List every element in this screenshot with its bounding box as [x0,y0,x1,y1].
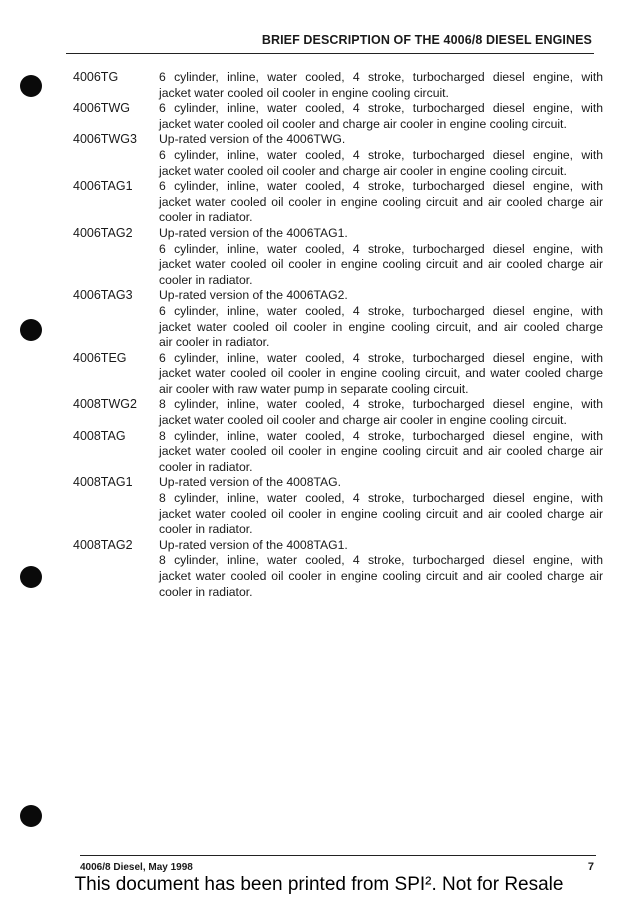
description-line: 6 cylinder, inline, water cooled, 4 stroke, turbocharged diesel engine, with [159,101,603,116]
engine-description [159,179,603,226]
description-line: air cooler with raw water pump in separate cooling circuit. [159,381,469,396]
engine-code: 4006TEG [73,350,127,365]
punch-hole-icon [20,75,42,97]
engine-description [159,101,603,132]
description-line: 8 cylinder, inline, water cooled, 4 stroke, turbocharged diesel engine, with [159,491,603,506]
footer-document-info: 4006/8 Diesel, May 1998 [80,862,193,873]
engine-entry [73,429,603,476]
engine-code: 4006TG [73,70,119,84]
engine-code: 4008TWG2 [73,397,137,412]
engine-code: 4006TAG1 [73,179,133,194]
description-line: 8 cylinder, inline, water cooled, 4 stroke, turbocharged diesel engine, with [159,397,603,412]
engine-entry [73,475,603,537]
description-line: 6 cylinder, inline, water cooled, 4 stroke, turbocharged diesel engine, with [159,179,603,194]
description-line: cooler in radiator. [159,210,253,225]
engine-list [73,70,603,600]
description-line: Up-rated version of the 4006TAG1. [159,225,348,240]
engine-entry [73,226,603,288]
description-line: jacket water cooled oil cooler in engine cooling circuit and air cooled charge air [159,444,603,459]
description-line: Up-rated version of the 4008TAG1. [159,537,348,552]
description-line: cooler in radiator. [159,522,253,537]
description-line: jacket water cooled oil cooler and charge air cooler in engine cooling circuit. [159,116,567,131]
engine-description [159,132,603,179]
description-line: cooler in radiator. [159,584,253,599]
engine-entry [73,538,603,600]
description-line: cooler in radiator. [159,272,253,287]
page-number: 7 [587,861,594,873]
resale-notice: This document has been printed from SPI². Not for Resale [74,874,564,895]
description-line: jacket water cooled oil cooler in engine cooling circuit, and air cooled charge [159,319,603,334]
header-divider [66,53,594,54]
engine-code: 4006TWG [73,101,130,116]
engine-description [159,475,603,537]
engine-code: 4006TWG3 [73,132,137,147]
description-line: 8 cylinder, inline, water cooled, 4 stroke, turbocharged diesel engine, with [159,553,603,568]
engine-code: 4006TAG2 [73,225,133,240]
engine-description [159,397,603,428]
engine-entry [73,179,603,226]
description-line: jacket water cooled oil cooler and charge air cooler in engine cooling circuit. [159,413,567,428]
engine-description [159,429,603,476]
description-line: jacket water cooled oil cooler in engine cooling circuit, and water cooled charge [159,366,603,381]
punch-hole-icon [20,566,42,588]
engine-entry [73,288,603,350]
engine-entry [73,101,603,132]
engine-description [159,538,603,600]
description-line: jacket water cooled oil cooler in engine cooling circuit and air cooled charge air [159,569,603,583]
description-line: 6 cylinder, inline, water cooled, 4 stroke, turbocharged diesel engine, with [159,147,603,162]
engine-description [159,70,603,101]
description-line: jacket water cooled oil cooler in engine cooling circuit. [159,85,449,100]
engine-code: 4008TAG1 [73,475,133,490]
description-line: jacket water cooled oil cooler in engine cooling circuit and air cooled charge air [159,194,603,209]
description-line: air cooler in radiator. [159,335,270,350]
footer-divider [80,855,596,856]
punch-hole-icon [20,319,42,341]
description-line: 8 cylinder, inline, water cooled, 4 stroke, turbocharged diesel engine, with [159,428,603,443]
engine-code: 4008TAG [73,428,126,443]
description-line: 6 cylinder, inline, water cooled, 4 stroke, turbocharged diesel engine, with [159,241,603,256]
description-line: 6 cylinder, inline, water cooled, 4 stroke, turbocharged diesel engine, with [159,70,603,84]
description-line: Up-rated version of the 4006TAG2. [159,288,348,303]
page-title: BRIEF DESCRIPTION OF THE 4006/8 DIESEL ENGINES [261,33,592,47]
engine-entry [73,70,603,101]
engine-description [159,288,603,350]
engine-entry [73,397,603,428]
punch-hole-icon [20,805,42,827]
engine-description [159,226,603,288]
description-line: 6 cylinder, inline, water cooled, 4 stroke, turbocharged diesel engine, with [159,303,603,318]
description-line: 6 cylinder, inline, water cooled, 4 stroke, turbocharged diesel engine, with [159,350,603,365]
description-line: Up-rated version of the 4006TWG. [159,132,346,147]
engine-code: 4006TAG3 [73,288,133,303]
description-line: jacket water cooled oil cooler in engine cooling circuit and air cooled charge air [159,506,603,521]
description-line: jacket water cooled oil cooler in engine cooling circuit and air cooled charge air [159,257,603,272]
engine-entry [73,132,603,179]
description-line: cooler in radiator. [159,459,253,474]
description-line: jacket water cooled oil cooler and charge air cooler in engine cooling circuit. [159,163,567,178]
engine-description [159,351,603,398]
engine-code: 4008TAG2 [73,537,133,552]
engine-entry [73,351,603,398]
description-line: Up-rated version of the 4008TAG. [159,475,342,490]
